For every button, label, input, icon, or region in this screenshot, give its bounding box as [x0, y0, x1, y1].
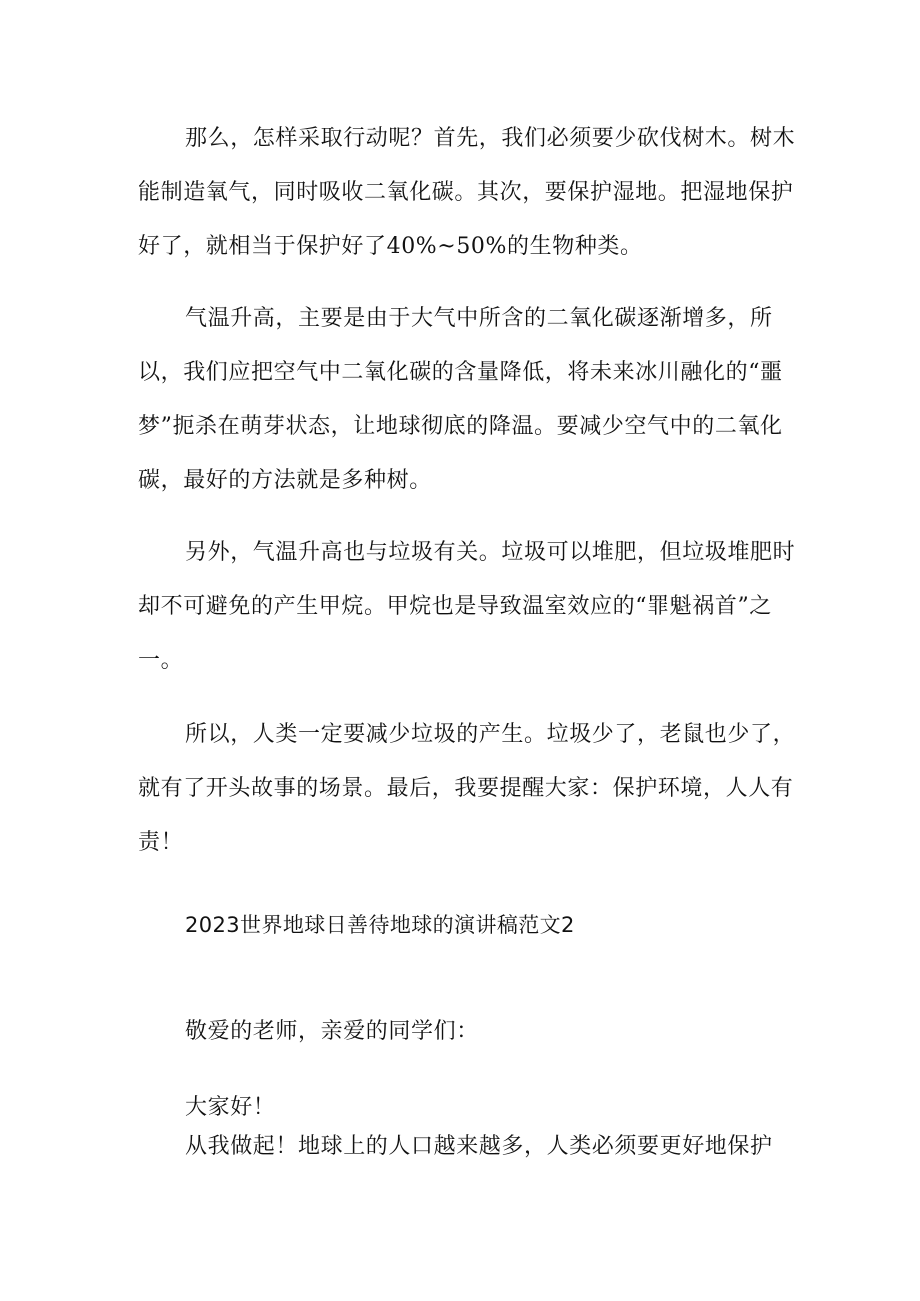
paragraph-conclusion: 所以，人类一定要减少垃圾的产生。垃圾少了，老鼠也少了，就有了开头故事的场景。最后，我要提醒大家：保护环境，人人有责！	[138, 722, 796, 855]
paragraph-garbage: 另外，气温升高也与垃圾有关。垃圾可以堆肥，但垃圾堆肥时却不可避免的产生甲烷。甲烷也是导致温室效应的“罪魁祸首”之一。	[138, 540, 796, 673]
speech-title: 2023世界地球日善待地球的演讲稿范文2	[185, 913, 575, 937]
paragraph-start: 从我做起！地球上的人口越来越多，人类必须要更好地保护	[185, 1134, 773, 1159]
paragraph-actions: 那么，怎样采取行动呢？首先，我们必须要少砍伐树木。树木能制造氧气，同时吸收二氧化碳。其次，要保护湿地。把湿地保护好了，就相当于保护好了40%~50%的生物种类。	[138, 126, 796, 259]
paragraph-temperature: 气温升高，主要是由于大气中所含的二氧化碳逐渐增多，所以，我们应把空气中二氧化碳的含量降低，将未来冰川融化的“噩梦”扼杀在萌芽状态，让地球彻底的降温。要减少空气中的二氧化碳，最好的方法就是多种树。	[138, 306, 783, 493]
greeting-line: 敬爱的老师，亲爱的同学们：	[185, 1019, 479, 1044]
salutation-line: 大家好！	[185, 1095, 276, 1120]
